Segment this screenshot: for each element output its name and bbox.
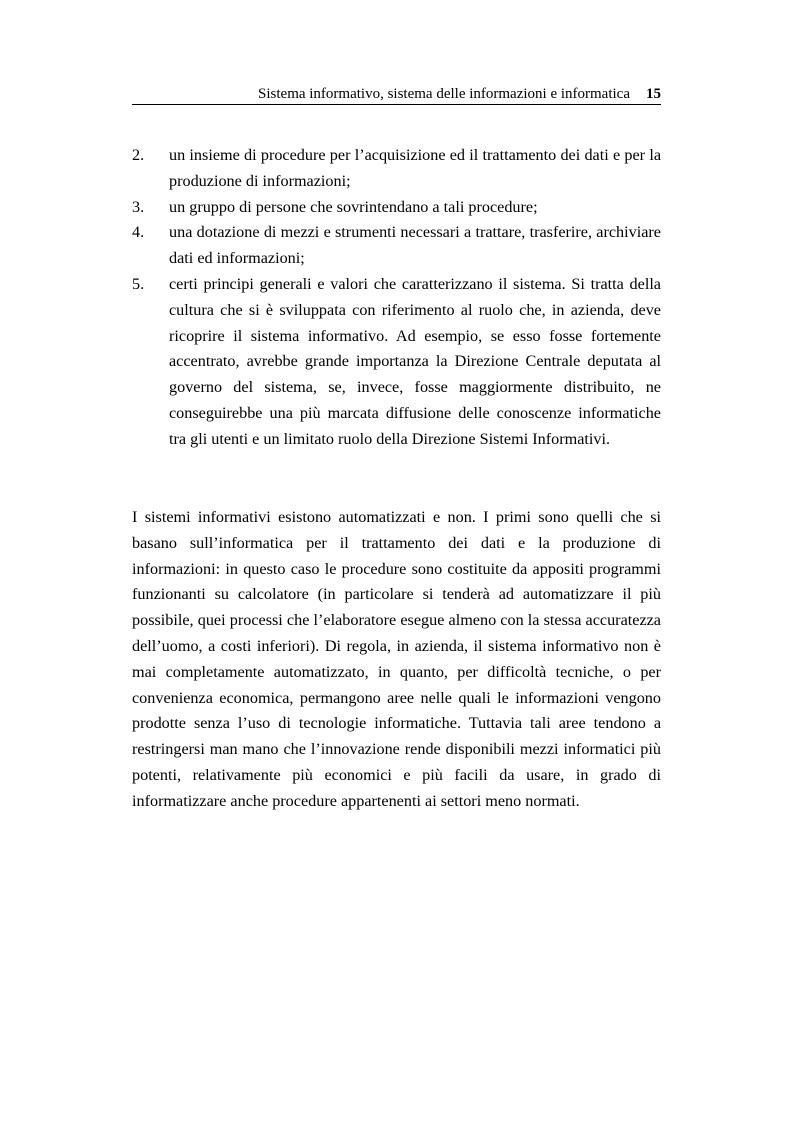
list-item-text: una dotazione di mezzi e strumenti necessari a trattare, trasferire, archiviare dati ed informazioni; (169, 223, 661, 268)
list-item-number: 2. (132, 146, 145, 164)
running-header-title: Sistema informativo, sistema delle informazioni e informatica (258, 86, 630, 102)
list-item (132, 272, 661, 453)
list-item (132, 195, 661, 221)
list-item-text: un insieme di procedure per l’acquisizione ed il trattamento dei dati e per la produzione di informazioni; (169, 146, 661, 190)
list-item (132, 220, 661, 272)
list-item-text: certi principi generali e valori che caratterizzano il sistema. Si tratta della cultura che si è sviluppata con riferimento al ruolo che, in azienda, deve ricoprire il sistema informativo. Ad esempio, se esso fosse fortemente accentrato, avrebbe grande importanza la Direzione Centrale deputata al governo del sistema, se, invece, fosse maggiormente distribuito, ne conseguirebbe una più marcata diffusione delle conoscenze informatiche tra gli utenti e un limitato ruolo della Direzione Sistemi Informativi. (169, 274, 661, 448)
running-header (132, 84, 661, 105)
page-number: 15 (646, 86, 661, 102)
list-item-number: 4. (132, 223, 145, 242)
body-paragraph: I sistemi informativi esistono automatizzati e non. I primi sono quelli che si basano sull’informatica per il trattamento dei dati e la produzione di informazioni: in questo caso le procedure sono costituite da appositi programmi funzionanti su calcolatore (in particolare si tenderà ad automatizzare il più possibile, quei processi che l’elaboratore esegue almeno con la stessa accuratezza dell’uomo, a costi inferiori). Di regola, in azienda, il sistema informativo non è mai completamente automatizzato, in quanto, per difficoltà tecniche, o per convenienza economica, permangono aree nelle quali le informazioni vengono prodotte senza l’uso di tecnologie informatiche. Tuttavia tali aree tendono a restringersi man mano che l’innovazione rende disponibili mezzi informatici più potenti, relativamente più economici e più facili da usare, in grado di informatizzare anche procedure appartenenti ai settori meno normati. (132, 508, 661, 810)
list-item-text: un gruppo di persone che sovrintendano a tali procedure; (169, 197, 538, 216)
numbered-list (132, 143, 661, 453)
list-item-number: 5. (132, 274, 145, 293)
list-item-number: 3. (132, 197, 145, 216)
list-item (132, 143, 661, 195)
